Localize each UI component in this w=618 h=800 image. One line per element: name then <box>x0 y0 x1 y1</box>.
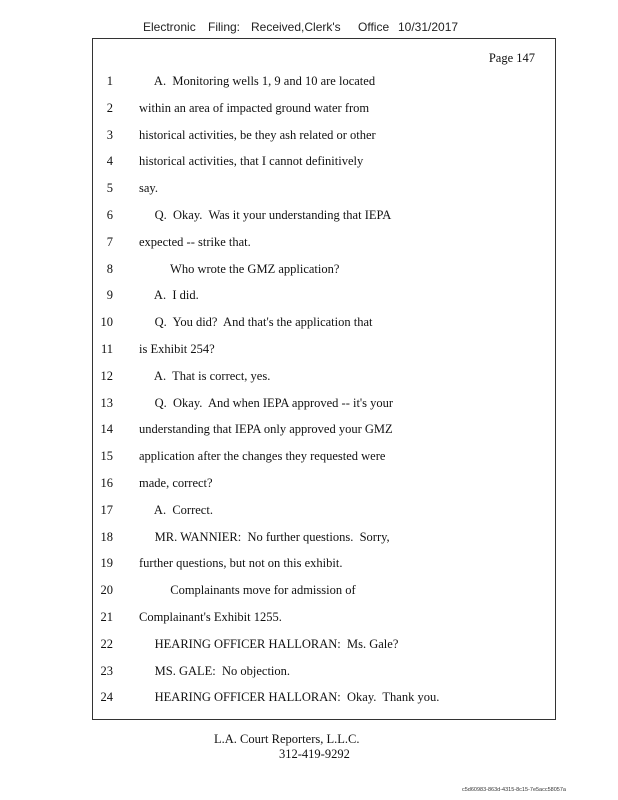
page-number: Page 147 <box>488 51 535 65</box>
document-id: c5d60983-863d-4315-8c15-7e5acc58057a <box>462 787 566 793</box>
line-text: understanding that IEPA only approved your GMZ <box>139 422 393 437</box>
line-number: 15 <box>100 449 113 464</box>
line-number: 11 <box>100 342 113 356</box>
reporter-company: L.A. Court Reporters, L.L.C. <box>214 732 360 746</box>
line-number: 2 <box>106 100 113 115</box>
transcript-line <box>93 312 555 332</box>
filing-header-received: Received,Clerk's <box>251 20 341 34</box>
transcript-line <box>93 661 555 681</box>
line-number: 19 <box>100 556 113 571</box>
line-text: historical activities, be they ash related or other <box>139 127 376 142</box>
transcript-line <box>93 500 555 520</box>
line-number: 13 <box>100 395 113 410</box>
line-text: A. Correct. <box>139 502 213 517</box>
transcript-line <box>93 98 555 118</box>
transcript-line <box>93 232 555 252</box>
line-text: Q. Okay. Was it your understanding that IEPA <box>139 208 392 222</box>
line-number: 18 <box>100 529 113 544</box>
transcript-line <box>93 71 555 91</box>
transcript-line <box>93 634 555 654</box>
line-number: 20 <box>100 583 113 598</box>
line-number: 24 <box>100 690 113 705</box>
line-number: 23 <box>100 663 113 678</box>
transcript-line <box>93 339 555 359</box>
transcript-line <box>93 178 555 198</box>
line-text: Q. You did? And that's the application that <box>139 315 373 330</box>
transcript-line <box>93 553 555 573</box>
line-number: 8 <box>106 261 113 276</box>
transcript-line <box>93 419 555 439</box>
line-text: MR. WANNIER: No further questions. Sorry, <box>139 529 390 544</box>
transcript-line <box>93 366 555 386</box>
transcript-line <box>93 151 555 171</box>
line-text: Complainant's Exhibit 1255. <box>139 610 282 624</box>
line-number: 21 <box>100 610 113 624</box>
filing-header-date: 10/31/2017 <box>398 20 459 34</box>
line-number: 4 <box>106 154 113 169</box>
line-text: is Exhibit 254? <box>139 342 215 356</box>
line-text: application after the changes they requested were <box>139 449 386 464</box>
transcript-line <box>93 259 555 279</box>
line-number: 7 <box>106 234 113 249</box>
line-number: 1 <box>106 74 113 88</box>
line-text: expected -- strike that. <box>139 234 251 249</box>
line-number: 6 <box>106 208 113 222</box>
line-text: within an area of impacted ground water from <box>139 100 370 115</box>
reporter-phone: 312-419-9292 <box>279 747 350 761</box>
filing-header-filing: Filing: <box>208 20 241 34</box>
line-text: historical activities, that I cannot definitively <box>139 154 364 169</box>
line-number: 12 <box>100 368 113 383</box>
line-number: 17 <box>100 502 113 517</box>
filing-header-electronic: Electronic <box>143 20 196 34</box>
line-number: 10 <box>100 315 113 330</box>
transcript-line <box>93 473 555 493</box>
line-text: made, correct? <box>139 476 213 490</box>
line-text: A. I did. <box>139 288 199 303</box>
line-text: further questions, but not on this exhibit. <box>139 556 343 571</box>
line-number: 5 <box>106 181 113 196</box>
transcript-line <box>93 580 555 600</box>
line-text: MS. GALE: No objection. <box>139 663 291 678</box>
line-number: 14 <box>100 422 113 437</box>
transcript-line <box>93 205 555 225</box>
transcript-line <box>93 446 555 466</box>
transcript-line <box>93 687 555 707</box>
line-text: A. That is correct, yes. <box>139 368 271 383</box>
line-text: say. <box>139 181 158 196</box>
transcript-line <box>93 393 555 413</box>
transcript-line <box>93 607 555 627</box>
transcript-line <box>93 125 555 145</box>
transcript-line <box>93 527 555 547</box>
transcript-line <box>93 285 555 305</box>
transcript-page <box>92 38 556 720</box>
line-number: 3 <box>106 127 113 142</box>
line-text: Who wrote the GMZ application? <box>139 261 340 276</box>
line-text: Q. Okay. And when IEPA approved -- it's your <box>139 395 394 410</box>
line-number: 16 <box>100 476 113 490</box>
line-text: A. Monitoring wells 1, 9 and 10 are located <box>139 74 376 88</box>
line-text: Complainants move for admission of <box>139 583 356 598</box>
line-number: 22 <box>100 636 113 651</box>
line-text: HEARING OFFICER HALLORAN: Okay. Thank you. <box>139 690 440 705</box>
line-text: HEARING OFFICER HALLORAN: Ms. Gale? <box>139 636 399 651</box>
line-number: 9 <box>106 288 113 303</box>
filing-header-office: Office <box>358 20 390 34</box>
